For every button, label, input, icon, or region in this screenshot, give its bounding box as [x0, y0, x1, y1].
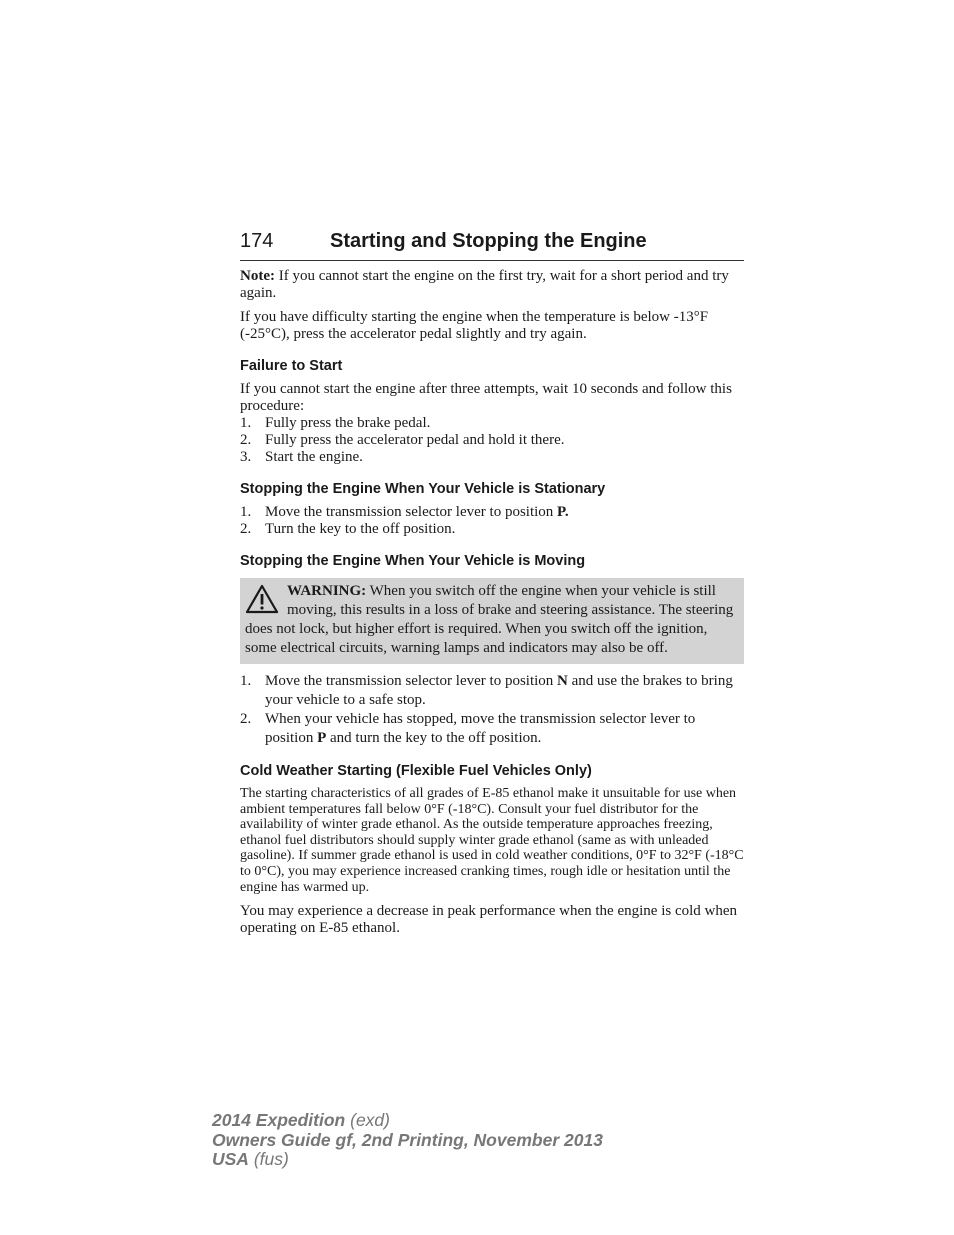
- step-number: 2.: [240, 432, 252, 448]
- page-title: Starting and Stopping the Engine: [330, 230, 647, 252]
- note-label: Note:: [240, 268, 275, 284]
- warning-label: WARNING:: [287, 583, 367, 599]
- list-item: [240, 449, 744, 466]
- list-item: [240, 672, 744, 710]
- footer-model-code: (exd): [345, 1110, 390, 1130]
- step-text: Move the transmission selector lever to position: [265, 673, 558, 689]
- list-item: [240, 710, 744, 748]
- footer-line-3: [212, 1150, 603, 1170]
- warning-text: When you switch off the engine when your vehicle is still moving, this results in a loss of brake and steering assistance. The steering does not lock, but higher effort is required. When you switch off the ignition, some electrical circuits, warning lamps and indicators may also be off.: [245, 583, 734, 656]
- step-bold: P: [317, 730, 327, 746]
- step-number: 1.: [240, 504, 252, 520]
- failure-to-start-intro: If you cannot start the engine after three attempts, wait 10 seconds and follow this procedure:: [240, 381, 732, 414]
- step-text: and turn the key to the off position.: [326, 730, 542, 746]
- footer-model: 2014 Expedition: [212, 1110, 346, 1130]
- footer-line-1: [212, 1111, 603, 1131]
- cold-weather-paragraph-1: The starting characteristics of all grades of E-85 ethanol make it unsuitable for use when ambient temperatures fall below 0°F (-18°C). Consult your fuel distributor for the availability of winter grade ethanol. As the outside temperature approaches freezing, ethanol fuel distributors should supply winter grade ethanol (same as with unleaded gasoline). If summer grade ethanol is used in cold weather conditions, 0°F to 32°F (-18°C to 0°C), you may experience increased cranking times, rough idle or hesitation until the engine has warmed up.: [240, 786, 744, 895]
- warning-triangle-icon: [245, 584, 279, 614]
- step-number: 1.: [240, 415, 252, 431]
- step-number: 3.: [240, 449, 252, 465]
- list-item: [240, 432, 744, 449]
- stationary-heading: Stopping the Engine When Your Vehicle is Stationary: [240, 481, 606, 497]
- step-bold: N: [557, 673, 568, 689]
- step-number: 2.: [240, 711, 252, 727]
- step-text: Fully press the accelerator pedal and hold it there.: [265, 432, 565, 448]
- step-text: and use the brakes to bring your vehicle to a safe stop.: [265, 673, 733, 708]
- step-number: 2.: [240, 521, 252, 537]
- failure-to-start-heading: Failure to Start: [240, 358, 343, 374]
- note-text: If you cannot start the engine on the first try, wait for a short period and try again.: [240, 268, 729, 301]
- step-text: Start the engine.: [265, 449, 363, 465]
- stationary-steps: [240, 504, 744, 538]
- failure-to-start-steps: [240, 415, 744, 466]
- cold-weather-paragraph-2: You may experience a decrease in peak performance when the engine is cold when operating on E-85 ethanol.: [240, 903, 738, 937]
- list-item: [240, 521, 744, 538]
- cold-temp-paragraph: If you have difficulty starting the engine when the temperature is below -13°F (-25°C), press the accelerator pedal slightly and try again.: [240, 309, 709, 342]
- page-number: 174: [240, 230, 274, 252]
- footer-market-code: (fus): [248, 1149, 289, 1169]
- step-bold: P.: [557, 504, 569, 520]
- step-text: Move the transmission selector lever to position: [265, 504, 558, 520]
- page-header: [240, 228, 744, 261]
- cold-weather-heading: Cold Weather Starting (Flexible Fuel Vehicles Only): [240, 763, 592, 779]
- list-item: [240, 504, 744, 521]
- page-footer: [212, 1111, 603, 1170]
- moving-heading: Stopping the Engine When Your Vehicle is Moving: [240, 553, 586, 569]
- footer-line-2: Owners Guide gf, 2nd Printing, November 2013: [212, 1129, 603, 1150]
- step-text: Fully press the brake pedal.: [265, 415, 431, 431]
- step-number: 1.: [240, 673, 252, 689]
- moving-steps: [240, 672, 744, 748]
- step-text: When your vehicle has stopped, move the transmission selector lever to position: [265, 711, 696, 746]
- page-content: [240, 268, 744, 937]
- warning-box: [240, 578, 744, 664]
- note-paragraph: [240, 268, 744, 302]
- step-text: Turn the key to the off position.: [265, 521, 456, 537]
- list-item: [240, 415, 744, 432]
- footer-market: USA: [212, 1149, 249, 1169]
